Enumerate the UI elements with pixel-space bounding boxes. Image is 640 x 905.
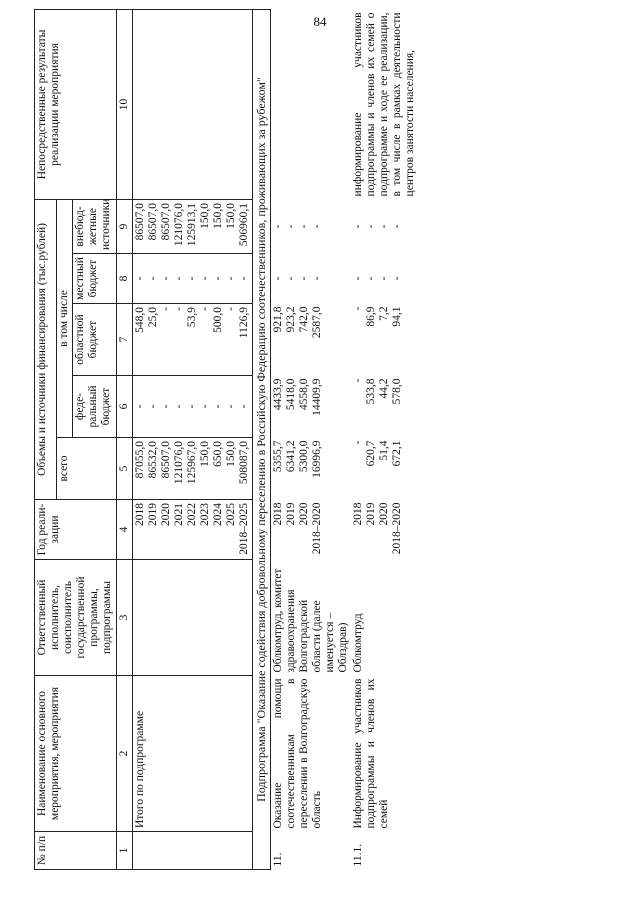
amount: 94,1 [391,306,403,327]
amount: 150,0 [199,202,211,229]
amount: 921,8 [272,306,284,333]
year: 2019 [147,503,159,526]
amount: 5300,0 [298,440,310,473]
amount: - [285,276,297,281]
row-regional-amounts [352,307,404,373]
total-years [134,503,251,556]
rotated-table-block [34,10,604,870]
amount: - [160,307,172,311]
amount: 5355,7 [272,440,284,473]
amount: - [186,404,198,409]
amount: 16996,9 [311,440,323,478]
extrabudget-amounts [134,203,251,250]
amount: - [352,306,364,311]
amount: 44,2 [378,378,390,399]
amount: - [225,404,237,409]
amount: 86507,0 [134,202,146,241]
header-executor: Ответственный исполнитель, соисполнитель государственной программы, подпрограммы [35,560,117,676]
amount: 650,0 [212,441,224,467]
amount: - [238,276,250,281]
row-name: Информирование участников подпрограммы и членов их семей [352,678,390,829]
amount: - [160,276,172,281]
amount: - [199,307,211,311]
amount: 150,0 [225,441,237,467]
year: 2018–2025 [238,503,250,555]
amount: 86507,0 [160,202,172,241]
amount: 5418,0 [285,378,297,411]
amount: - [199,404,211,409]
amount: 86,9 [365,306,377,327]
total-num [133,832,253,870]
amount: 742,0 [298,306,310,333]
row-federal-amounts [272,379,324,435]
amount: 150,0 [212,202,224,229]
colnum: 3 [117,560,133,676]
row-extrabudget-amounts [352,202,404,250]
year: 2020 [160,503,172,526]
table-row [271,9,352,869]
header-regional: областной бюджет [73,304,117,376]
colnum: 4 [117,500,133,560]
row-regional-amounts [272,307,324,373]
amount: 14409,9 [311,378,323,416]
amount: 508087,0 [238,441,250,485]
amount: 51,4 [378,440,390,461]
amount: 548,0 [134,307,146,333]
total-row [133,9,253,869]
colnum: 10 [117,9,133,199]
colnum: 2 [117,676,133,832]
colnum: 1 [117,832,133,870]
header-local: местный бюджет [73,254,117,304]
subprogram-title: Подпрограмма "Оказание содействия добровольному переселению в Российскую Федерацию соотечественников, проживающих за рубежом" [253,9,271,869]
colnum: 8 [117,254,133,304]
row-result: информирование участников подпрограммы и членов их семей о подпрограмме и ходе ее реализации, в том числе в рамках деятельности центров занятости населения, [352,12,416,197]
total-exec [133,560,253,676]
amount: 7,2 [378,306,390,321]
header-year: Год реали- зации [35,500,117,560]
header-extrabudget: внебюд- жетные источники [73,199,117,253]
amount: - [212,276,224,281]
amount: - [285,224,297,229]
amount: - [147,404,159,409]
amount: - [391,276,403,281]
header-financing: Объемы и источники финансирования (тыс.рублей) [35,199,57,499]
amount: 620,7 [365,440,377,467]
amount: - [298,224,310,229]
amount: - [173,276,185,281]
header-federal: феде- ральный бюджет [73,376,117,438]
amount: 25,0 [147,307,159,328]
colnum: 9 [117,199,133,253]
amount: 578,0 [391,378,403,405]
total-result [133,9,253,199]
row-total-amounts [352,441,404,497]
row-total-amounts [272,441,324,497]
amount: - [225,276,237,281]
year: 2021 [173,503,185,526]
amount: 86507,0 [160,441,172,479]
header-results: Непосредственные результаты реализации мероприятия [35,9,117,199]
amount: - [238,404,250,409]
amount: 121076,0 [173,202,185,247]
amount: 53,9 [186,307,198,328]
amount: 4433,9 [272,378,284,411]
amount: 500,0 [212,307,224,333]
amount: - [212,404,224,409]
amount: 86532,0 [147,441,159,479]
colnum: 6 [117,376,133,438]
year: 2018 [272,502,284,526]
amount: - [272,276,284,281]
header-including: в том числе [57,199,73,437]
row-number: 11.1. [352,843,364,867]
regional-amounts [134,307,251,372]
amount: - [173,404,185,409]
year: 2024 [212,503,224,526]
row-years [272,503,324,557]
amount: 1126,9 [238,307,250,339]
amount: 506960,1 [238,202,250,247]
year: 2019 [365,502,377,526]
row-number: 11. [272,852,284,867]
row-local-amounts [352,257,404,301]
amount: - [391,224,403,229]
table-row [351,9,418,869]
amount: - [186,276,198,281]
amount: - [134,276,146,281]
amount: 533,8 [365,378,377,405]
year: 2018–2020 [311,502,323,555]
amount: - [378,276,390,281]
colnum: 5 [117,438,133,500]
amount: 4558,0 [298,378,310,411]
year: 2018–2020 [391,502,403,555]
amount: 125967,0 [186,441,198,485]
year: 2018 [352,502,364,526]
financing-table [34,9,418,870]
page-number: 84 [313,14,327,29]
total-amounts [134,441,251,496]
amount: - [352,276,364,281]
amount: - [160,404,172,409]
amount: 150,0 [225,202,237,229]
row-years [352,503,404,557]
federal-amounts [134,379,251,434]
header-name: Наименование основного мероприятия, мероприятия [35,676,117,832]
row-federal-amounts [352,379,404,435]
year: 2025 [225,503,237,526]
row-executor: Облкомтруд [352,613,364,673]
year: 2020 [298,502,310,526]
column-numbers-row [117,9,133,869]
subprogram-title-row [253,9,271,869]
amount: - [365,224,377,229]
amount: 125913,1 [186,202,198,247]
amount: 86507,0 [147,202,159,241]
amount: 87055,0 [134,441,146,479]
amount: - [225,307,237,311]
year: 2023 [199,503,211,526]
header-num: № п/п [35,832,117,870]
amount: - [311,276,323,281]
header-total: всего [57,438,117,500]
amount: - [147,276,159,281]
colnum: 7 [117,304,133,376]
amount: 6341,2 [285,440,297,473]
row-result [271,9,352,199]
amount: - [352,378,364,383]
amount: 121076,0 [173,441,185,485]
amount: 672,1 [391,440,403,467]
amount: 923,2 [285,306,297,333]
amount: 2587,0 [311,306,323,339]
total-label: Итого по подпрограмме [133,676,253,832]
row-extrabudget-amounts [272,202,324,250]
year: 2018 [134,503,146,526]
row-local-amounts [272,257,324,301]
amount: - [352,440,364,445]
amount: - [365,276,377,281]
local-amounts [134,257,251,300]
amount: - [311,224,323,229]
year: 2020 [378,502,390,526]
year: 2022 [186,503,198,526]
amount: - [199,276,211,281]
amount: - [352,224,364,229]
amount: 150,0 [199,441,211,467]
amount: - [173,307,185,311]
row-name: Оказание помощи соотечественникам в переселении в Волгоградскую область [272,678,323,829]
row-executor: Облкомтруд, комитет здравоохранения Волгоградской области (далее именуется – Облздрав) [272,568,349,673]
year: 2019 [285,502,297,526]
amount: - [378,224,390,229]
amount: - [134,404,146,409]
amount: - [298,276,310,281]
amount: - [272,224,284,229]
